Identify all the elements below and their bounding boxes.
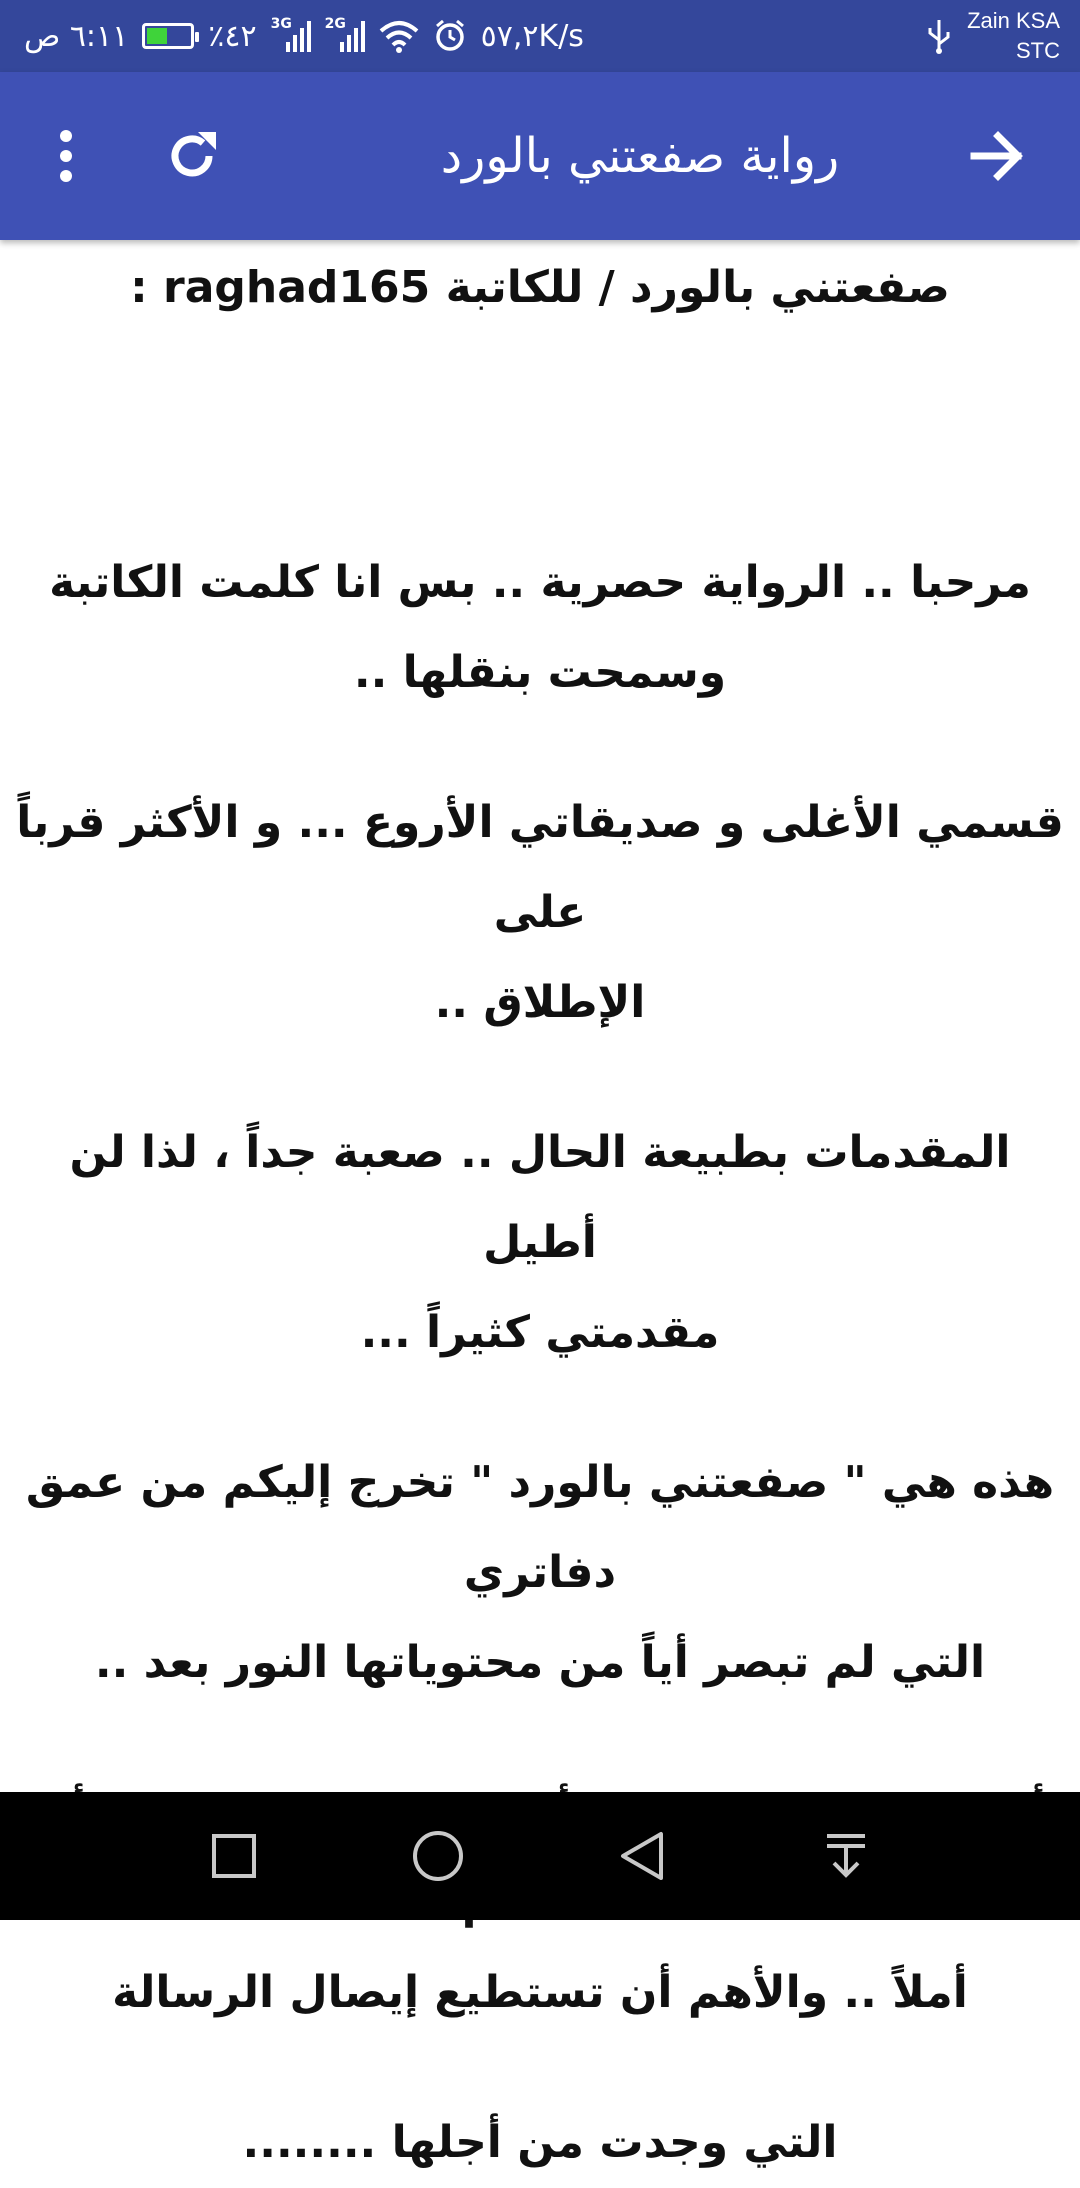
clock: ٦:١١ ص — [24, 18, 129, 54]
paragraph — [14, 2098, 1066, 2188]
paragraph — [14, 1108, 1066, 1378]
paragraph-line: وسمحت بنقلها .. — [353, 647, 727, 698]
app-toolbar — [0, 72, 1080, 240]
paragraph-line: قسمي الأغلى و صديقاتي الأروع ... و الأكثر قرباً على — [16, 797, 1064, 938]
notifications-pull-icon — [823, 1831, 869, 1881]
paragraph-line: أملاً .. والأهم أن تستطيع إيصال الرسالة — [112, 1967, 968, 2018]
status-bar — [0, 0, 1080, 72]
battery-charging-icon — [142, 23, 194, 49]
more-options-button[interactable] — [26, 116, 106, 196]
signal-icon — [271, 18, 311, 54]
status-left-group — [24, 0, 584, 72]
carrier-info — [967, 6, 1060, 66]
carrier-name-1: Zain KSA — [967, 8, 1060, 33]
paragraph-line: مرحبا .. الرواية حصرية .. بس انا كلمت الكاتبة — [49, 557, 1031, 608]
paragraph-line: هذه هي " صفعتني بالورد " تخرج إليكم من عمق دفاتري — [25, 1457, 1055, 1598]
system-navigation-bar — [0, 1792, 1080, 1920]
back-triangle-icon — [617, 1829, 667, 1883]
paragraph-line: المقدمات بطبيعة الحال .. صعبة جداً ، لذا لن أطيل — [69, 1127, 1011, 1268]
recents-button[interactable] — [200, 1822, 268, 1890]
arrow-right-icon — [970, 130, 1026, 182]
article-title: صفعتني بالورد / للكاتبة raghad165 : — [130, 262, 950, 313]
back-nav-button[interactable] — [608, 1822, 676, 1890]
battery-percent: ٪٤٢ — [208, 18, 257, 54]
refresh-icon — [162, 126, 222, 186]
home-button[interactable] — [404, 1822, 472, 1890]
paragraph-line: مقدمتي كثيراً ... — [360, 1307, 720, 1358]
carrier-name-2: STC — [1016, 38, 1060, 63]
home-circle-icon — [411, 1829, 465, 1883]
signal-network-tag: 2G — [324, 16, 346, 32]
signal-icon — [325, 18, 365, 54]
network-speed: ٥٧,٢K/s — [480, 18, 584, 54]
wifi-icon — [379, 19, 419, 53]
page-title: رواية صفعتني بالورد — [440, 128, 840, 184]
paragraph — [14, 778, 1066, 1048]
paragraph-line: التي لم تبصر أياً من محتوياتها النور بعد .. — [94, 1637, 986, 1688]
recents-square-icon — [210, 1832, 258, 1880]
article-scroll-view[interactable] — [0, 240, 1080, 2168]
more-vertical-icon — [56, 126, 76, 186]
refresh-button[interactable] — [152, 116, 232, 196]
paragraph-line: التي وجدت من أجلها ........ — [242, 2117, 838, 2168]
usb-icon — [926, 18, 952, 63]
paragraph — [14, 538, 1066, 718]
signal-network-tag: 3G — [270, 16, 292, 32]
notifications-button[interactable] — [812, 1822, 880, 1890]
paragraph — [14, 1438, 1066, 1708]
alarm-icon — [433, 19, 467, 53]
back-button[interactable] — [958, 116, 1038, 196]
battery-level-fill — [147, 28, 166, 44]
paragraph-line: الإطلاق .. — [434, 977, 646, 1028]
